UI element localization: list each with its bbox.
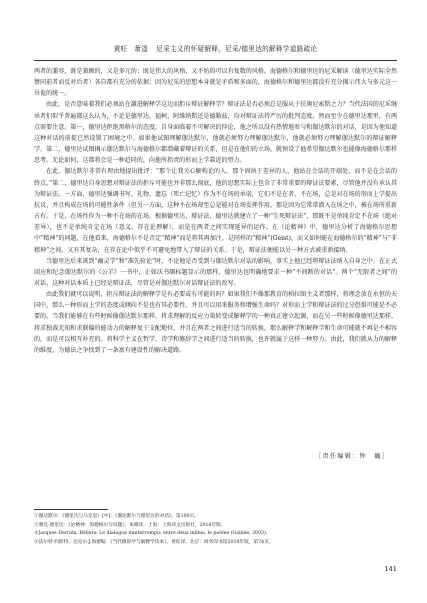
running-head-authors: 黄旺 萧遥 [113, 45, 149, 53]
paragraph-1: 两者的兼容，既是兼顾的，又是多元的；既是伟大的风格，又不妨碍可以有复数的风格。海德格尔和德里达的尼采解读（德里达实际全然赞同前者而反对后者）各自都有充分的依据；因为尼采的思想本身就是矛盾和多面的，海德格尔和德里达都没有充分揭示伟大与多元这一吊诡的统一。 [34, 68, 397, 98]
footnotes [34, 513, 397, 547]
footnote-3: ③Jacques Derrida, Béliers: Le dialogue ininterrompu: entre deux infinis, le poème (Galilée, 2003). [34, 531, 268, 537]
paragraph-4: 当德里达后来谈到“幽灵学”和“准先验论”时，不论他是否受到与伽达默尔对话的影响，事实上他已经将辩证法纳入自身之中。在正式回应和纪念伽达默尔的《公羊》一书中，正如沃书副标题显示的那样，德里达也明确地要求一种“不间断的对话”。两个“无限者之间”的对话，这种对话本质上已经是辩证法，尽管是对伽达默尔对话辩证法的改写。 [34, 257, 398, 287]
footnote-4: ④沃尔特·约斯特、迈克尔·J.海德编：《当代修辞学与解释学读本》，黄旺译，北京：商务印书馆2018年版，第74页。 [34, 539, 274, 545]
running-head [34, 42, 397, 56]
footnote-2: ②雅克·德里达：《论精神：海德格尔与问题》，朱刚译，上海：上海译文出版社，2018年版。 [34, 522, 226, 528]
footnote-rule [34, 509, 108, 510]
footnote-1: ①伽达默尔：《德里达与马克思》[中]：《伽达默尔与德里达的对话》，第100页。 [34, 514, 199, 519]
paragraph-3: 在此，伽达默尔非常有理由地提出批评：“那个让我关心解构论的人，那个固执于差异的人，他站在会话的开端处，而不是在会话的终点。”第二，德里达自身思想对辩证法的拒斥可能也并非那么彻底，他的思想实际上包含了非常重要的辩证法要素，尽管他并没有承认其为辩证法。一方面，德里达强调书写、礼物、遗忘（死亡记忆）作为不在场的承诺，它们不是在者，不在场，总是对在场的形而上学提出抗议，并且构成在场的可能性条件（但另一方面，这种不在场却至总是能对在场发挥作用，那是因为它常常潜入在场之中，被在场所重新占有。于是，在场性作为一种不在场的在场。根据德里达，辩证法，德里达就建立了一种“生死辩证法”，即既不是单纯肯定不在场（绝对差异），也不是单纯肯定在场（意义、存在论理解），而是在两者之间实现延异的运作。在《论精神》中，德里达分析了海德格尔思想中“精神”的问题，在他看来，海德格尔不是否定“精神”而是将其再加注，是同样的“精神”(Geist)，而又如何能在海德格尔的“精神”与“非精神”之间，又有其复杂，在存在论中似乎不可避免地带入了辩证的关系。于是，辩证法便能以另一种方式被重新接纳。 [34, 168, 397, 254]
running-head-title: 尼采主义的怀疑解释，尼采/德里达的解释学道路疏论 [156, 45, 318, 53]
page-number: 141 [384, 565, 397, 573]
responsible-editor: ［责任编辑：钟 巍］ [315, 453, 389, 460]
paragraph-5: 由此我们就可以说明，拒斥辩证法的解释学是有必要或有可能的吗？如果我们不像那教育的柏拉图主义者那样，将理念放在永恒的天国中，那么一种形而上学的态度或倾向不是也有其必要性，并且可以用来服务和增强生命吗？对形而上学和辩证法的过分恐惧可能是不必要的。当我们能够在有些时候像伽达默尔那样，将求理解的反应力量转变成解释学的一种真正建立起源，而在另一些时候像德里达那样，将求独裁无知和求联偏的能动力的解释复于支配地位，并且在两者之间进行适当的转换，那么解释学和解释学和生命可能就不再是不相容的，而是可以相互补充的。将科学主义在哲学、诗学和修辞学之间进行适当的转换，也许就属于这样一种努力。由此，我们就从力的解释的维度，为德法之争找到了一条富有建设性的解决道路。 [34, 291, 397, 354]
header-rule [34, 60, 397, 61]
body-text [34, 66, 397, 356]
paragraph-2: 由此，是否意味着我们必须站在激进解释学这边而拒斥辩证解释学？辩证法是否必须总是服从于扶奥尼索斯之力？当代法国的尼采继承者们似乎普遍都这么认为，不论是德里达、福柯、阿维纳斯还是德勒兹，均对辩证法持严厉的批判态度。然而至少在德里达那里，有两点需要注意。第一，德里达拒绝黑格尔的态度，自身面临着不可解决的悖论，他之所以没有热情地参与和伽达默尔的对话，是因为他知道这种对话的前提已然设置了困境之中。如果他试图理解伽达默尔，他就必须努力理解伽达默尔，他就必须努力理解伽达默尔的辩证解释学。第二，德里达试图揭示伽达默尔与海德格尔都潜藏着辩证的关系，但是在他们的立场，就预设了他希望伽达默尔也能像海德格尔那样思考。无论如何，这都将会是一种趋同的，向他所指责的形而上学靠近的努力。 [34, 101, 397, 165]
